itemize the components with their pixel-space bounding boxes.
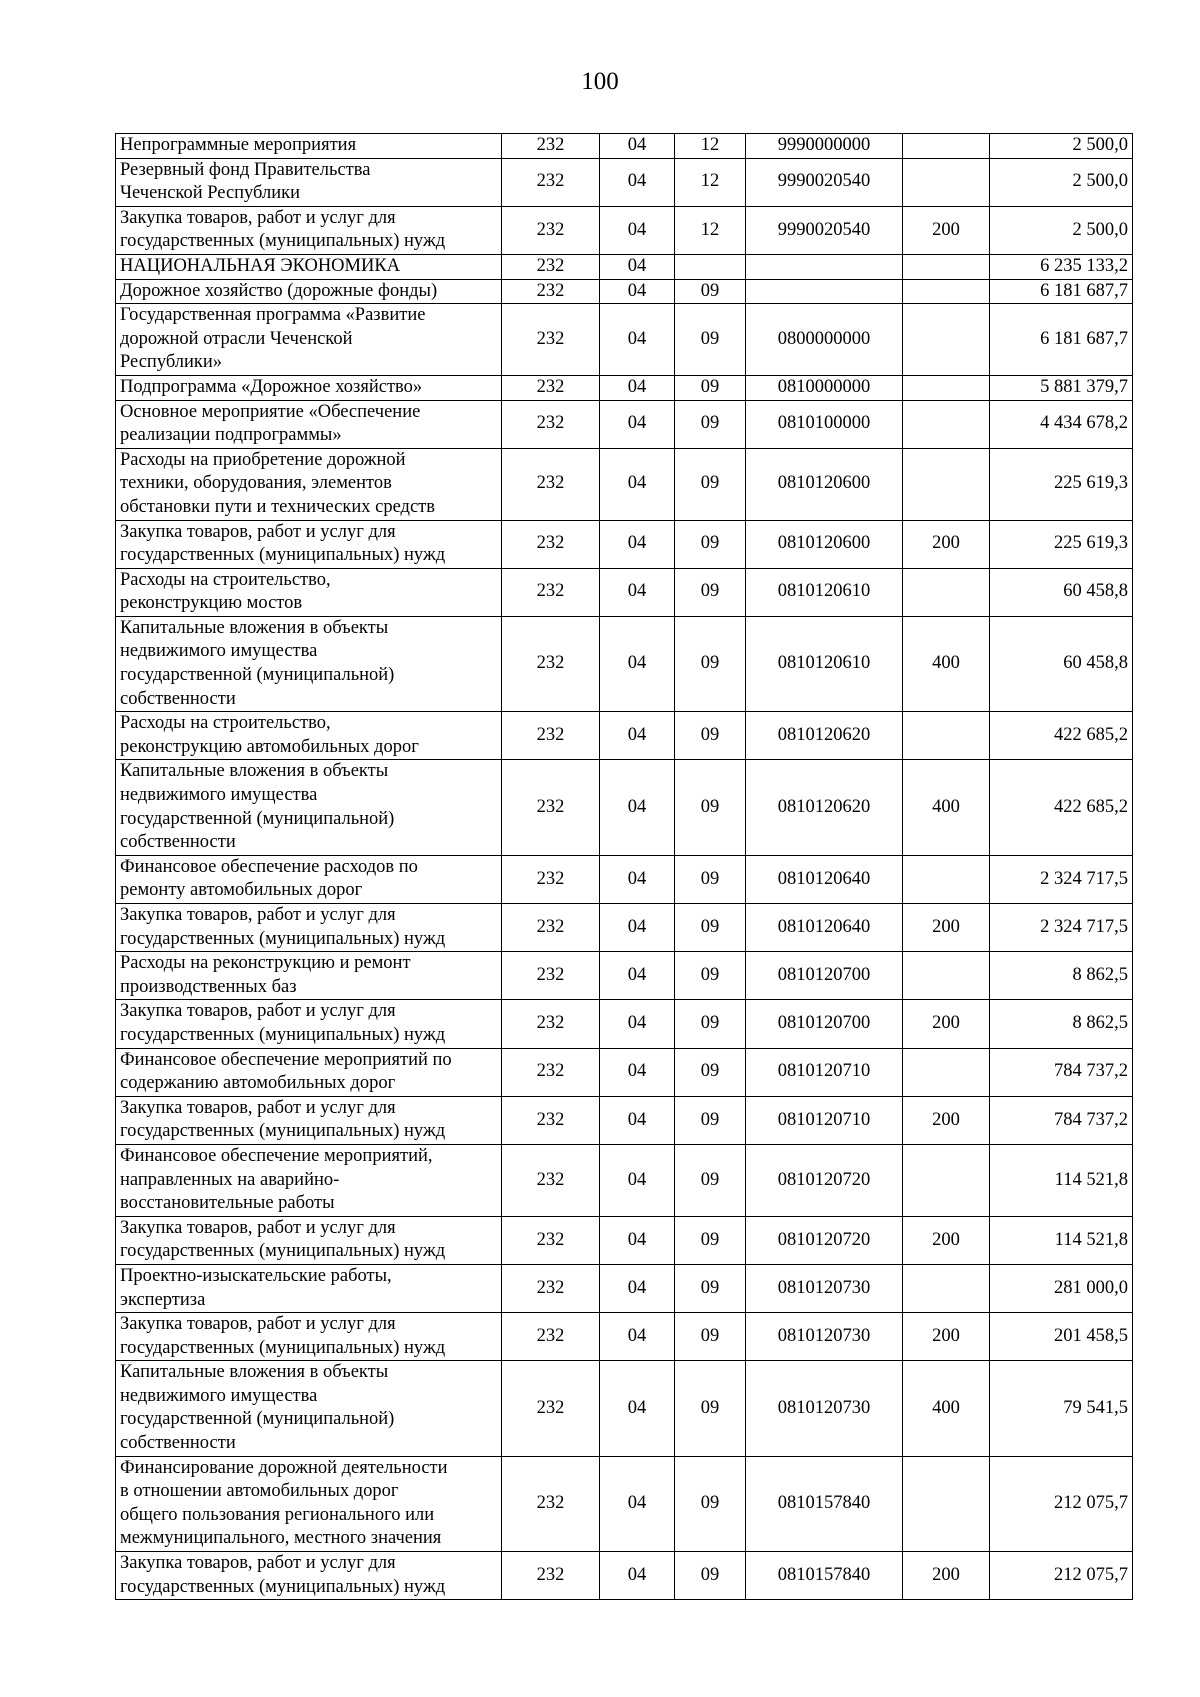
grbs-code-cell: 232 — [502, 1048, 600, 1096]
target-article-cell: 0810157840 — [746, 1456, 903, 1551]
amount-cell: 212 075,7 — [990, 1456, 1133, 1551]
amount-cell: 2 500,0 — [990, 206, 1133, 254]
expense-name-line: Финансовое обеспечение мероприятий по — [120, 1049, 452, 1070]
expense-name-line: направленных на аварийно- — [120, 1169, 340, 1190]
target-article-cell: 0810120720 — [746, 1144, 903, 1216]
expense-name-cell — [116, 400, 502, 448]
subsection-code-cell — [675, 254, 746, 279]
expense-name-line: государственных (муниципальных) нужд — [120, 1024, 446, 1045]
table-row — [116, 375, 1133, 400]
section-code-cell: 04 — [600, 1096, 675, 1144]
grbs-code-cell: 232 — [502, 375, 600, 400]
target-article-cell: 0810120600 — [746, 448, 903, 520]
table-row — [116, 1313, 1133, 1361]
expense-name-cell — [116, 1216, 502, 1264]
subsection-code-cell: 12 — [675, 206, 746, 254]
target-article-cell: 0810120640 — [746, 904, 903, 952]
grbs-code-cell: 232 — [502, 134, 600, 159]
section-code-cell: 04 — [600, 520, 675, 568]
table-row — [116, 712, 1133, 760]
section-code-cell: 04 — [600, 1144, 675, 1216]
expense-name-line: Финансовое обеспечение мероприятий, — [120, 1145, 433, 1166]
subsection-code-cell: 09 — [675, 448, 746, 520]
expense-name-cell — [116, 1313, 502, 1361]
expense-name-line: Закупка товаров, работ и услуг для — [120, 1553, 396, 1574]
table-row — [116, 1144, 1133, 1216]
amount-cell: 784 737,2 — [990, 1096, 1133, 1144]
expense-name-line: Расходы на реконструкцию и ремонт — [120, 953, 411, 974]
expense-type-cell: 200 — [903, 1000, 990, 1048]
expense-name-line: техники, оборудования, элементов — [120, 473, 392, 494]
expense-type-cell — [903, 254, 990, 279]
target-article-cell: 0810000000 — [746, 375, 903, 400]
target-article-cell: 0800000000 — [746, 304, 903, 376]
subsection-code-cell: 09 — [675, 904, 746, 952]
section-code-cell: 04 — [600, 760, 675, 855]
target-article-cell: 0810120610 — [746, 616, 903, 711]
expense-name-cell — [116, 760, 502, 855]
amount-cell: 8 862,5 — [990, 1000, 1133, 1048]
amount-cell: 422 685,2 — [990, 712, 1133, 760]
grbs-code-cell: 232 — [502, 254, 600, 279]
expense-name-line: Финансовое обеспечение расходов по — [120, 856, 418, 877]
expense-name-line: производственных баз — [120, 976, 297, 997]
expense-name-cell — [116, 375, 502, 400]
grbs-code-cell: 232 — [502, 158, 600, 206]
target-article-cell: 0810100000 — [746, 400, 903, 448]
section-code-cell: 04 — [600, 1313, 675, 1361]
amount-cell: 281 000,0 — [990, 1264, 1133, 1312]
expense-name-cell — [116, 1000, 502, 1048]
target-article-cell: 0810120700 — [746, 952, 903, 1000]
expense-name-cell — [116, 520, 502, 568]
expense-name-cell — [116, 1048, 502, 1096]
expense-type-cell — [903, 952, 990, 1000]
expense-name-cell — [116, 279, 502, 304]
section-code-cell: 04 — [600, 1361, 675, 1456]
target-article-cell: 0810120730 — [746, 1361, 903, 1456]
expense-name-cell — [116, 206, 502, 254]
section-code-cell: 04 — [600, 1216, 675, 1264]
table-row — [116, 448, 1133, 520]
amount-cell: 212 075,7 — [990, 1552, 1133, 1600]
expense-type-cell — [903, 304, 990, 376]
target-article-cell — [746, 279, 903, 304]
grbs-code-cell: 232 — [502, 568, 600, 616]
grbs-code-cell: 232 — [502, 400, 600, 448]
grbs-code-cell: 232 — [502, 855, 600, 903]
expense-type-cell — [903, 1264, 990, 1312]
grbs-code-cell: 232 — [502, 1216, 600, 1264]
section-code-cell: 04 — [600, 279, 675, 304]
expense-name-line: государственных (муниципальных) нужд — [120, 928, 446, 949]
subsection-code-cell: 09 — [675, 712, 746, 760]
section-code-cell: 04 — [600, 254, 675, 279]
expense-name-line: государственной (муниципальной) — [120, 808, 395, 829]
table-row — [116, 952, 1133, 1000]
expense-name-line: общего пользования регионального или — [120, 1504, 435, 1525]
table-row — [116, 1552, 1133, 1600]
expense-name-cell — [116, 568, 502, 616]
grbs-code-cell: 232 — [502, 1096, 600, 1144]
grbs-code-cell: 232 — [502, 1456, 600, 1551]
expense-name-line: государственной (муниципальной) — [120, 1409, 395, 1430]
amount-cell: 784 737,2 — [990, 1048, 1133, 1096]
subsection-code-cell: 09 — [675, 400, 746, 448]
section-code-cell: 04 — [600, 1456, 675, 1551]
expense-name-line: государственных (муниципальных) нужд — [120, 1337, 446, 1358]
expense-name-line: Республики» — [120, 352, 223, 373]
amount-cell: 225 619,3 — [990, 448, 1133, 520]
grbs-code-cell: 232 — [502, 279, 600, 304]
grbs-code-cell: 232 — [502, 520, 600, 568]
expense-name-line: Расходы на строительство, — [120, 569, 331, 590]
grbs-code-cell: 232 — [502, 1264, 600, 1312]
subsection-code-cell: 09 — [675, 304, 746, 376]
grbs-code-cell: 232 — [502, 1361, 600, 1456]
expense-type-cell: 400 — [903, 760, 990, 855]
grbs-code-cell: 232 — [502, 1552, 600, 1600]
expense-name-line: недвижимого имущества — [120, 641, 318, 662]
expense-name-line: Закупка товаров, работ и услуг для — [120, 521, 396, 542]
section-code-cell: 04 — [600, 616, 675, 711]
subsection-code-cell: 09 — [675, 952, 746, 1000]
amount-cell: 4 434 678,2 — [990, 400, 1133, 448]
expense-name-line: содержанию автомобильных дорог — [120, 1073, 396, 1094]
table-row — [116, 1096, 1133, 1144]
amount-cell: 422 685,2 — [990, 760, 1133, 855]
expense-name-cell — [116, 1264, 502, 1312]
target-article-cell: 0810120710 — [746, 1048, 903, 1096]
subsection-code-cell: 09 — [675, 1216, 746, 1264]
grbs-code-cell: 232 — [502, 206, 600, 254]
expense-name-line: собственности — [120, 688, 236, 709]
expense-type-cell — [903, 158, 990, 206]
target-article-cell: 0810120600 — [746, 520, 903, 568]
subsection-code-cell: 09 — [675, 520, 746, 568]
expense-name-line: Закупка товаров, работ и услуг для — [120, 1217, 396, 1238]
expense-name-line: Закупка товаров, работ и услуг для — [120, 905, 396, 925]
section-code-cell: 04 — [600, 855, 675, 903]
amount-cell: 6 181 687,7 — [990, 279, 1133, 304]
expense-name-cell — [116, 1144, 502, 1216]
table-row — [116, 855, 1133, 903]
expense-name-cell — [116, 952, 502, 1000]
expense-name-cell — [116, 1096, 502, 1144]
expense-name-line: собственности — [120, 832, 236, 853]
expense-type-cell: 200 — [903, 1313, 990, 1361]
expense-name-line: Закупка товаров, работ и услуг для — [120, 207, 396, 228]
target-article-cell: 0810120620 — [746, 760, 903, 855]
subsection-code-cell: 09 — [675, 760, 746, 855]
target-article-cell — [746, 254, 903, 279]
expense-name-line: дорожной отрасли Чеченской — [120, 328, 353, 349]
section-code-cell: 04 — [600, 1048, 675, 1096]
target-article-cell: 0810120720 — [746, 1216, 903, 1264]
expense-name-line: в отношении автомобильных дорог — [120, 1481, 399, 1502]
table-row — [116, 1048, 1133, 1096]
grbs-code-cell: 232 — [502, 1000, 600, 1048]
expense-name-line: Капитальные вложения в объекты — [120, 761, 389, 782]
expense-type-cell — [903, 1144, 990, 1216]
target-article-cell: 0810120730 — [746, 1313, 903, 1361]
target-article-cell: 0810120730 — [746, 1264, 903, 1312]
target-article-cell: 0810157840 — [746, 1552, 903, 1600]
subsection-code-cell: 09 — [675, 1096, 746, 1144]
expense-type-cell: 200 — [903, 520, 990, 568]
amount-cell: 114 521,8 — [990, 1216, 1133, 1264]
expense-type-cell — [903, 448, 990, 520]
expense-type-cell — [903, 375, 990, 400]
expense-type-cell — [903, 400, 990, 448]
amount-cell: 225 619,3 — [990, 520, 1133, 568]
section-code-cell: 04 — [600, 304, 675, 376]
subsection-code-cell: 12 — [675, 134, 746, 159]
table-row — [116, 904, 1133, 952]
amount-cell: 60 458,8 — [990, 616, 1133, 711]
subsection-code-cell: 09 — [675, 279, 746, 304]
expense-type-cell: 200 — [903, 1552, 990, 1600]
expense-name-cell — [116, 158, 502, 206]
section-code-cell: 04 — [600, 206, 675, 254]
expense-name-cell — [116, 1552, 502, 1600]
expense-type-cell — [903, 134, 990, 159]
section-code-cell: 04 — [600, 1552, 675, 1600]
section-code-cell: 04 — [600, 1000, 675, 1048]
subsection-code-cell: 09 — [675, 1313, 746, 1361]
expense-name-cell — [116, 254, 502, 279]
section-code-cell: 04 — [600, 400, 675, 448]
expense-name-line: собственности — [120, 1433, 236, 1454]
grbs-code-cell: 232 — [502, 1144, 600, 1216]
expense-type-cell: 400 — [903, 1361, 990, 1456]
table-row — [116, 206, 1133, 254]
grbs-code-cell: 232 — [502, 448, 600, 520]
expense-name-line: Проектно-изыскательские работы, — [120, 1265, 392, 1286]
expense-type-cell — [903, 1456, 990, 1551]
amount-cell: 6 181 687,7 — [990, 304, 1133, 376]
expense-name-line: государственных (муниципальных) нужд — [120, 1241, 446, 1262]
subsection-code-cell: 09 — [675, 1552, 746, 1600]
target-article-cell: 9990020540 — [746, 206, 903, 254]
target-article-cell: 0810120640 — [746, 855, 903, 903]
section-code-cell: 04 — [600, 568, 675, 616]
expense-name-line: реализации подпрограммы» — [120, 425, 342, 446]
amount-cell: 2 324 717,5 — [990, 855, 1133, 903]
section-code-cell: 04 — [600, 158, 675, 206]
grbs-code-cell: 232 — [502, 904, 600, 952]
expense-type-cell: 200 — [903, 206, 990, 254]
expense-name-line: Расходы на строительство, — [120, 713, 331, 734]
expense-type-cell — [903, 855, 990, 903]
expense-name-line: Закупка товаров, работ и услуг для — [120, 1001, 396, 1022]
expense-name-line: Непрограммные мероприятия — [120, 135, 357, 155]
amount-cell: 2 500,0 — [990, 158, 1133, 206]
amount-cell: 60 458,8 — [990, 568, 1133, 616]
grbs-code-cell: 232 — [502, 760, 600, 855]
target-article-cell: 9990020540 — [746, 158, 903, 206]
expense-name-line: Расходы на приобретение дорожной — [120, 449, 406, 470]
amount-cell: 2 500,0 — [990, 134, 1133, 159]
expense-type-cell: 200 — [903, 1096, 990, 1144]
expense-name-line: межмуниципального, местного значения — [120, 1528, 442, 1549]
subsection-code-cell: 09 — [675, 1264, 746, 1312]
expense-name-cell — [116, 1361, 502, 1456]
table-row — [116, 1264, 1133, 1312]
grbs-code-cell: 232 — [502, 1313, 600, 1361]
expense-name-line: Закупка товаров, работ и услуг для — [120, 1314, 396, 1335]
grbs-code-cell: 232 — [502, 712, 600, 760]
expense-name-line: реконструкцию мостов — [120, 593, 303, 614]
expense-name-line: недвижимого имущества — [120, 1385, 318, 1406]
expense-name-line: Дорожное хозяйство (дорожные фонды) — [120, 280, 438, 301]
target-article-cell: 0810120710 — [746, 1096, 903, 1144]
target-article-cell: 0810120610 — [746, 568, 903, 616]
expense-name-line: Капитальные вложения в объекты — [120, 617, 389, 638]
target-article-cell: 9990000000 — [746, 134, 903, 159]
expense-type-cell — [903, 1048, 990, 1096]
subsection-code-cell: 12 — [675, 158, 746, 206]
budget-table — [115, 133, 1133, 1600]
expense-name-cell — [116, 1456, 502, 1551]
section-code-cell: 04 — [600, 712, 675, 760]
amount-cell: 5 881 379,7 — [990, 375, 1133, 400]
expense-name-cell — [116, 712, 502, 760]
expense-name-cell — [116, 304, 502, 376]
expense-name-line: обстановки пути и технических средств — [120, 496, 436, 517]
expense-name-line: государственных (муниципальных) нужд — [120, 1121, 446, 1142]
expense-type-cell: 200 — [903, 904, 990, 952]
expense-name-line: восстановительные работы — [120, 1193, 335, 1214]
expense-type-cell — [903, 712, 990, 760]
grbs-code-cell: 232 — [502, 952, 600, 1000]
subsection-code-cell: 09 — [675, 1456, 746, 1551]
table-row — [116, 1216, 1133, 1264]
table-row — [116, 760, 1133, 855]
page-number: 100 — [581, 68, 619, 95]
expense-name-cell — [116, 134, 502, 159]
expense-name-line: Чеченской Республики — [120, 183, 301, 204]
section-code-cell: 04 — [600, 952, 675, 1000]
expense-name-line: государственных (муниципальных) нужд — [120, 545, 446, 566]
table-row — [116, 400, 1133, 448]
table-row — [116, 568, 1133, 616]
expense-name-line: Резервный фонд Правительства — [120, 159, 371, 180]
expense-name-line: недвижимого имущества — [120, 785, 318, 806]
expense-name-line: Основное мероприятие «Обеспечение — [120, 401, 421, 422]
expense-name-line: Финансирование дорожной деятельности — [120, 1457, 448, 1478]
section-code-cell: 04 — [600, 448, 675, 520]
table-row — [116, 1000, 1133, 1048]
section-code-cell: 04 — [600, 1264, 675, 1312]
table-row — [116, 134, 1133, 159]
expense-name-line: Государственная программа «Развитие — [120, 305, 426, 326]
table-row — [116, 1361, 1133, 1456]
expense-name-line: государственных (муниципальных) нужд — [120, 1576, 446, 1597]
subsection-code-cell: 09 — [675, 616, 746, 711]
expense-name-line: Капитальные вложения в объекты — [120, 1362, 389, 1383]
subsection-code-cell: 09 — [675, 855, 746, 903]
section-code-cell: 04 — [600, 375, 675, 400]
subsection-code-cell: 09 — [675, 1048, 746, 1096]
table-row — [116, 158, 1133, 206]
amount-cell: 201 458,5 — [990, 1313, 1133, 1361]
subsection-code-cell: 09 — [675, 375, 746, 400]
table-row — [116, 1456, 1133, 1551]
table-row — [116, 616, 1133, 711]
table-row — [116, 520, 1133, 568]
expense-name-line: Закупка товаров, работ и услуг для — [120, 1097, 396, 1118]
amount-cell: 8 862,5 — [990, 952, 1133, 1000]
section-code-cell: 04 — [600, 904, 675, 952]
amount-cell: 6 235 133,2 — [990, 254, 1133, 279]
expense-name-cell — [116, 616, 502, 711]
expense-name-line: экспертиза — [120, 1289, 206, 1310]
expense-name-cell — [116, 904, 502, 952]
expense-type-cell — [903, 279, 990, 304]
expense-name-line: государственных (муниципальных) нужд — [120, 231, 446, 252]
grbs-code-cell: 232 — [502, 616, 600, 711]
expense-name-line: государственной (муниципальной) — [120, 665, 395, 686]
subsection-code-cell: 09 — [675, 1144, 746, 1216]
target-article-cell: 0810120620 — [746, 712, 903, 760]
expense-name-line: реконструкцию автомобильных дорог — [120, 736, 419, 757]
expense-type-cell: 200 — [903, 1216, 990, 1264]
amount-cell: 79 541,5 — [990, 1361, 1133, 1456]
section-code-cell: 04 — [600, 134, 675, 159]
table-row — [116, 304, 1133, 376]
expense-type-cell — [903, 568, 990, 616]
grbs-code-cell: 232 — [502, 304, 600, 376]
subsection-code-cell: 09 — [675, 568, 746, 616]
table-row — [116, 279, 1133, 304]
expense-name-cell — [116, 855, 502, 903]
expense-name-line: ремонту автомобильных дорог — [120, 880, 363, 901]
expense-name-line: Подпрограмма «Дорожное хозяйство» — [120, 376, 423, 397]
amount-cell: 114 521,8 — [990, 1144, 1133, 1216]
subsection-code-cell: 09 — [675, 1000, 746, 1048]
expense-name-cell — [116, 448, 502, 520]
table-row — [116, 254, 1133, 279]
subsection-code-cell: 09 — [675, 1361, 746, 1456]
expense-type-cell: 400 — [903, 616, 990, 711]
target-article-cell: 0810120700 — [746, 1000, 903, 1048]
expense-name-line: НАЦИОНАЛЬНАЯ ЭКОНОМИКА — [120, 255, 401, 276]
amount-cell: 2 324 717,5 — [990, 904, 1133, 952]
